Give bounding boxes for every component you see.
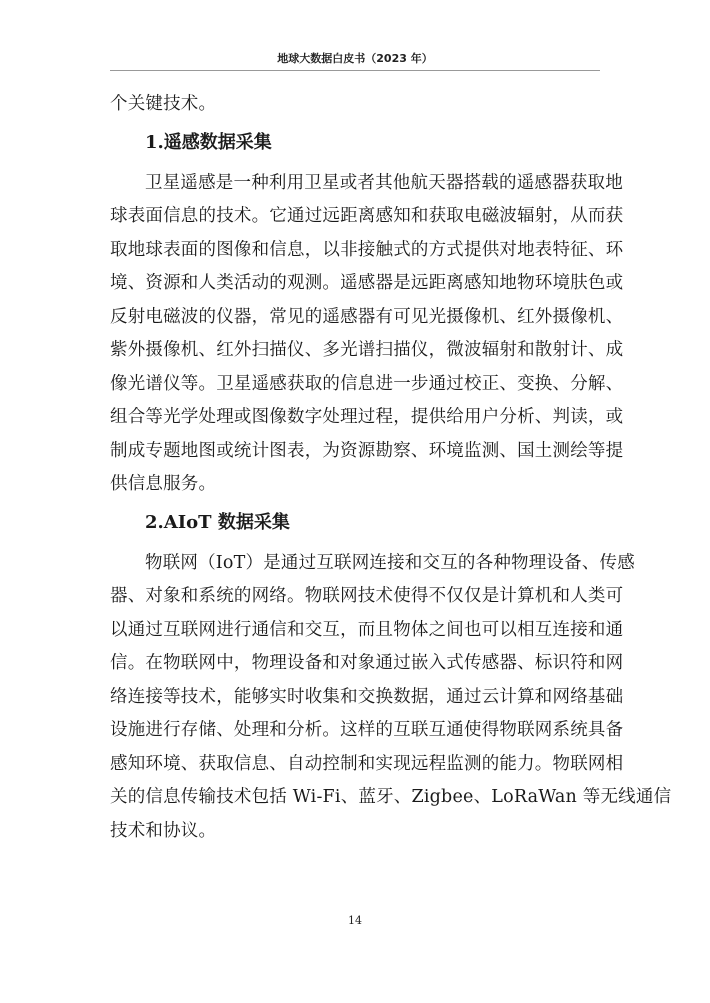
paragraph-line: 境、资源和人类活动的观测。遥感器是远距离感知地物环境肤色或: [110, 273, 624, 293]
running-header: 地球大数据白皮书（2023 年）: [277, 52, 433, 65]
paragraph-line: 紫外摄像机、红外扫描仪、多光谱扫描仪，微波辐射和散射计、成: [110, 340, 624, 360]
paragraph-line: 球表面信息的技术。它通过远距离感知和获取电磁波辐射，从而获: [110, 206, 624, 226]
paragraph-line: 物联网（IoT）是通过互联网连接和交互的各种物理设备、传感: [145, 552, 635, 573]
paragraph-line: 制成专题地图或统计图表，为资源勘察、环境监测、国土测绘等提: [110, 440, 624, 461]
paragraph-line: 个关键技术。: [110, 94, 217, 114]
paragraph-line: 感知环境、获取信息、自动控制和实现远程监测的能力。物联网相: [110, 753, 624, 774]
paragraph-aiot: [110, 547, 672, 849]
paragraph-line: 取地球表面的图像和信息，以非接触式的方式提供对地表特征、环: [110, 239, 624, 260]
paragraph-remote-sensing: [110, 167, 624, 502]
section-heading-remote-sensing: 1.遥感数据采集: [145, 131, 272, 153]
paragraph-line: 以通过互联网进行通信和交互，而且物体之间也可以相互连接和通: [110, 619, 624, 640]
paragraph-line: 关的信息传输技术包括 Wi-Fi、蓝牙、Zigbee、LoRaWan 等无线通信: [110, 787, 672, 807]
paragraph-line: 技术和协议。: [110, 820, 217, 841]
paragraph-line: 供信息服务。: [110, 474, 217, 494]
paragraph-line: 卫星遥感是一种利用卫星或者其他航天器搭载的遥感器获取地: [145, 172, 623, 193]
paragraph-line: 组合等光学处理或图像数字处理过程，提供给用户分析、判读，或: [110, 407, 624, 427]
page-body: [110, 88, 672, 848]
paragraph-line: 信。在物联网中，物理设备和对象通过嵌入式传感器、标识符和网: [110, 653, 624, 673]
header-divider: [110, 70, 600, 71]
paragraph-line: 器、对象和系统的网络。物联网技术使得不仅仅是计算机和人类可: [110, 586, 624, 606]
page-number: 14: [348, 914, 362, 927]
paragraph-line: 反射电磁波的仪器，常见的遥感器有可见光摄像机、红外摄像机、: [110, 306, 624, 327]
section-heading-aiot: 2.AIoT 数据采集: [145, 511, 290, 533]
paragraph-line: 络连接等技术，能够实时收集和交换数据，通过云计算和网络基础: [110, 686, 624, 707]
paragraph-line: 设施进行存储、处理和分析。这样的互联互通使得物联网系统具备: [110, 720, 624, 740]
paragraph-line: 像光谱仪等。卫星遥感获取的信息进一步通过校正、变换、分解、: [110, 373, 624, 394]
